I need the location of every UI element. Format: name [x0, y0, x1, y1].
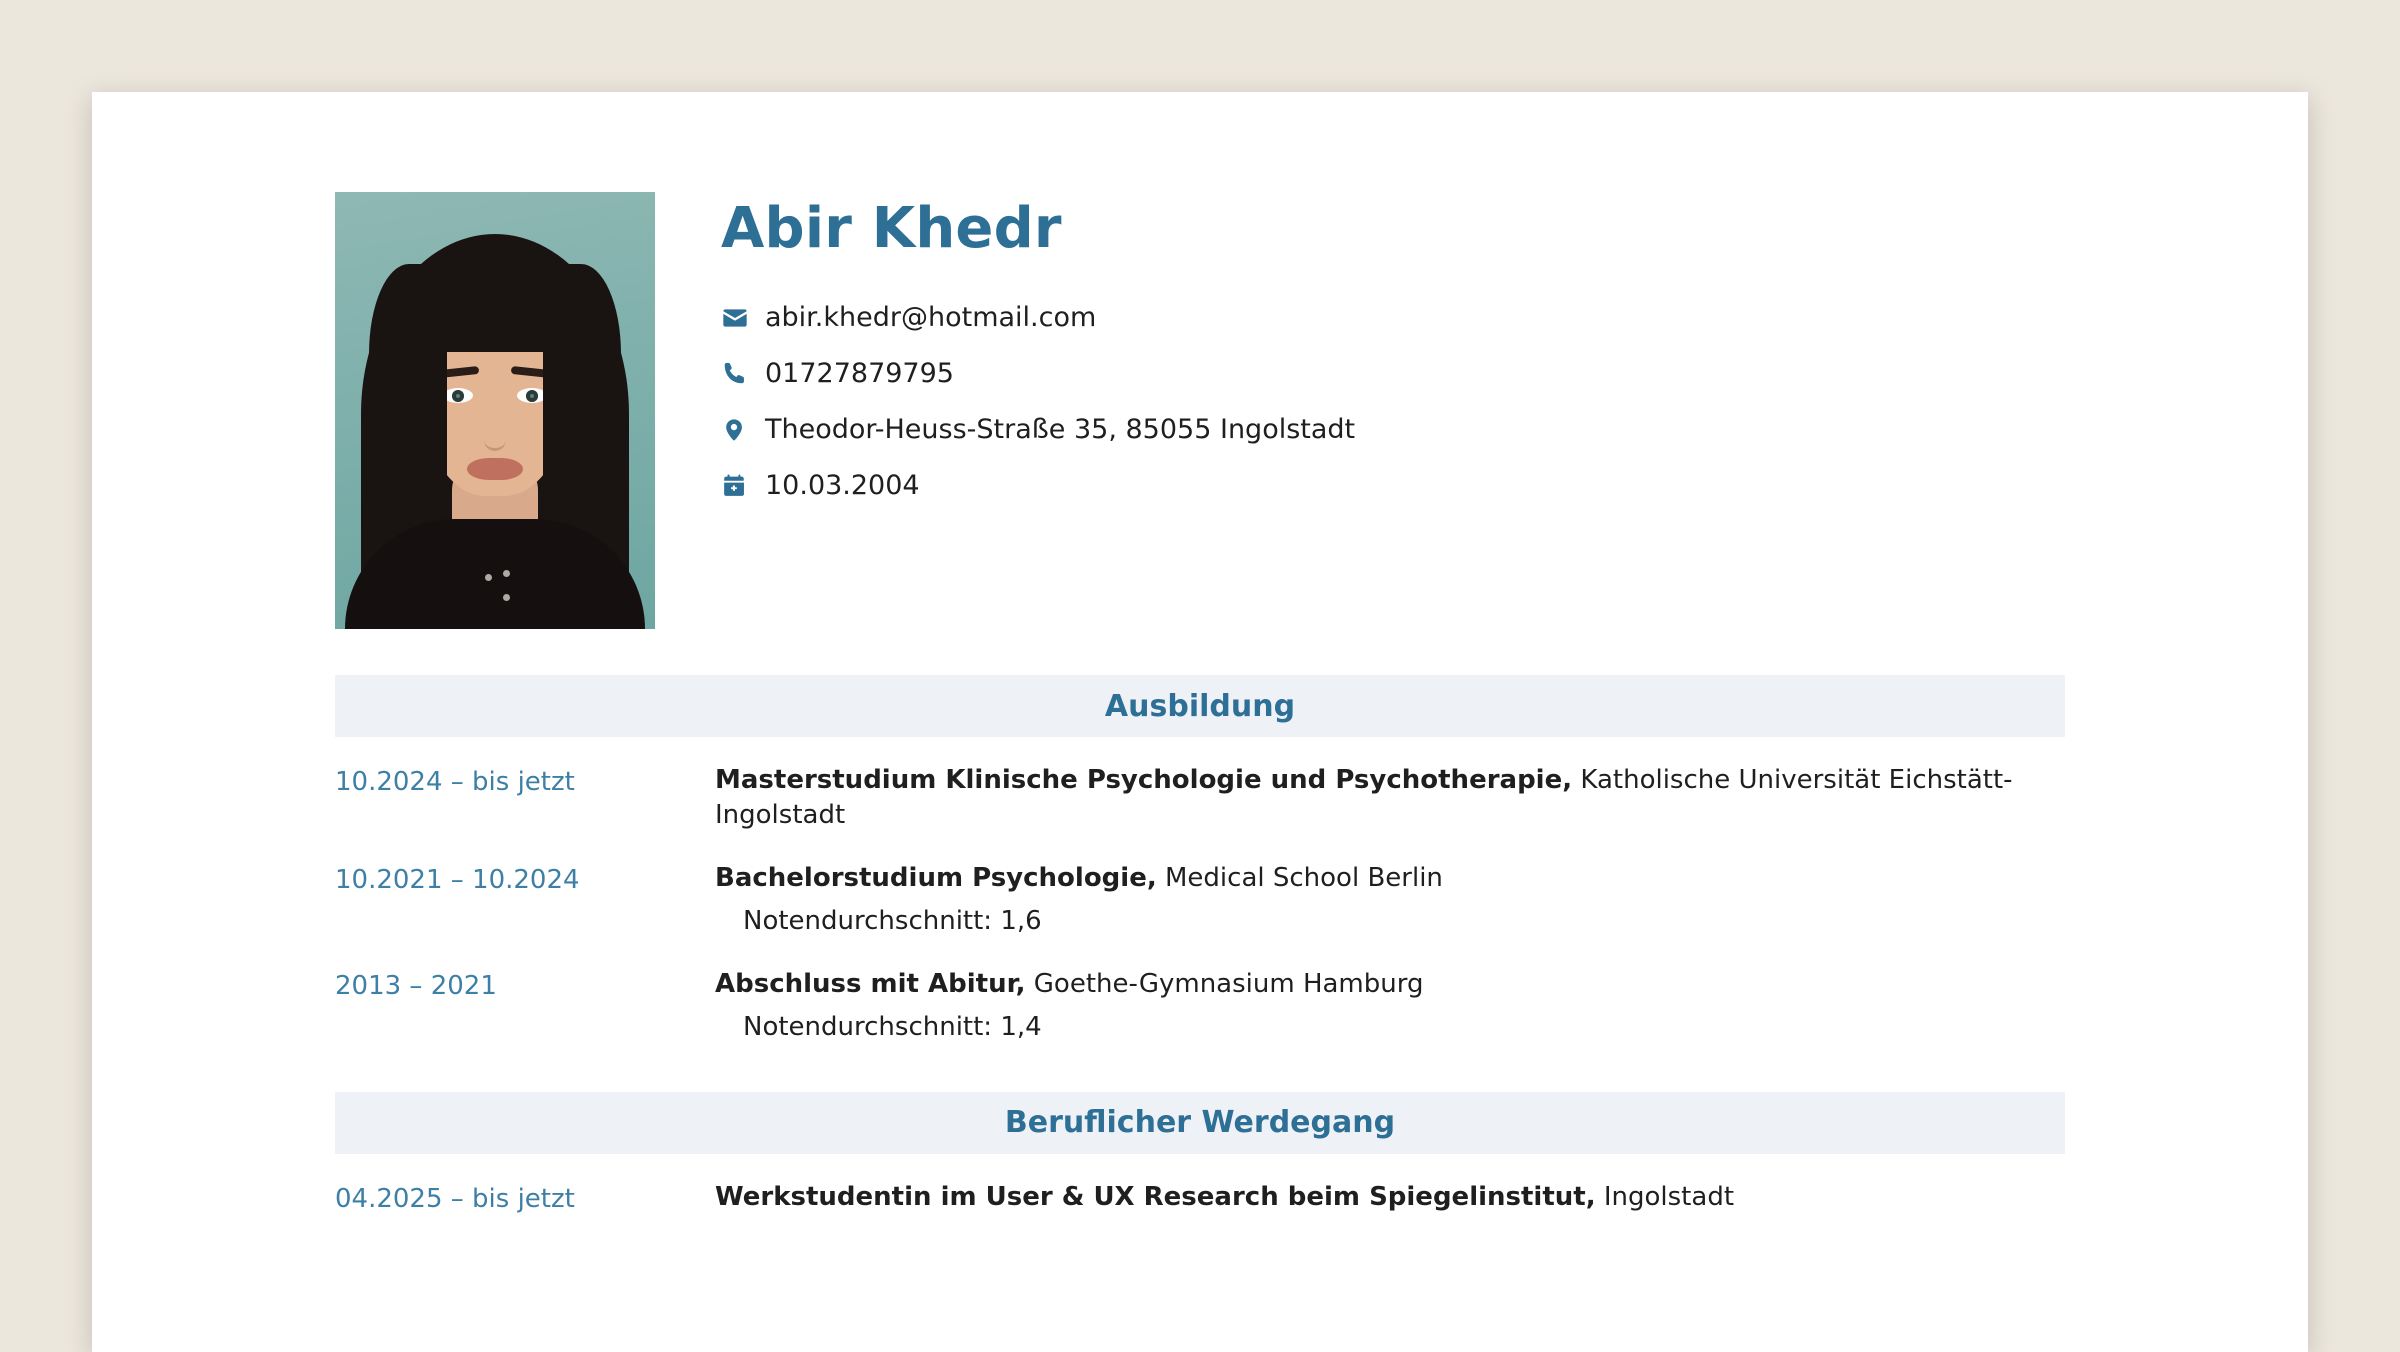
envelope-icon [721, 304, 765, 332]
entry-detail: Ingolstadt [1595, 1181, 1735, 1212]
entry-body [715, 1180, 2065, 1215]
photo-speck [503, 570, 510, 577]
portrait-nose [484, 406, 506, 451]
entry-date: 2013 – 2021 [335, 971, 497, 1002]
list-item [335, 763, 2065, 833]
list-item [335, 1180, 2065, 1217]
photo-speck [503, 594, 510, 601]
calendar-icon [721, 472, 765, 499]
identity-block [655, 192, 1355, 525]
portrait-lips [467, 458, 523, 480]
birthdate-value: 10.03.2004 [765, 469, 920, 501]
entry-title: Werkstudentin im User & UX Research beim Spiegelinstitut, [715, 1181, 1596, 1212]
entry-body [715, 763, 2065, 833]
contact-row-email [721, 301, 1355, 335]
section-title-bar [335, 675, 2065, 737]
list-item [335, 861, 2065, 939]
contact-row-birthdate [721, 469, 1355, 503]
entry-detail: Goethe-Gymnasium Hamburg [1025, 969, 1424, 1000]
phone-icon [721, 360, 765, 387]
entry-list [335, 1180, 2065, 1217]
section-heading: Ausbildung [1104, 688, 1296, 724]
photo-speck [485, 574, 492, 581]
entry-body [715, 861, 2065, 939]
entry-date: 04.2025 – bis jetzt [335, 1183, 575, 1214]
contact-list [721, 301, 1355, 503]
entry-subline: Notendurchschnitt: 1,4 [743, 1012, 1042, 1043]
avatar [335, 192, 655, 629]
entry-date: 10.2021 – 10.2024 [335, 865, 580, 896]
cv-header [92, 192, 2308, 629]
entry-title: Bachelorstudium Psychologie, [715, 863, 1157, 894]
section-ausbildung [92, 675, 2308, 1046]
section-beruflicher-werdegang [92, 1092, 2308, 1217]
phone-value: 01727879795 [765, 357, 954, 389]
cv-page [92, 92, 2308, 1352]
address-value: Theodor-Heuss-Straße 35, 85055 Ingolstadt [765, 413, 1356, 445]
section-heading: Beruflicher Werdegang [1004, 1105, 1396, 1141]
entry-detail: Katholische Universität Eichstätt-Ingolstadt [715, 765, 2013, 831]
contact-row-phone [721, 357, 1355, 391]
entry-title: Abschluss mit Abitur, [715, 969, 1026, 1000]
entry-detail: Medical School Berlin [1156, 863, 1443, 894]
entry-title: Masterstudium Klinische Psychologie und Psychotherapie, [715, 765, 1573, 795]
entry-list [335, 763, 2065, 1046]
contact-row-address [721, 413, 1355, 447]
section-title-bar [335, 1092, 2065, 1154]
entry-date: 10.2024 – bis jetzt [335, 767, 575, 797]
list-item [335, 967, 2065, 1045]
location-pin-icon [721, 416, 765, 444]
entry-body [715, 967, 2065, 1045]
entry-subline: Notendurchschnitt: 1,6 [743, 906, 1042, 937]
email-value: abir.khedr@hotmail.com [765, 301, 1097, 333]
page-title: Abir Khedr [721, 196, 1062, 261]
portrait-eye-left [443, 388, 473, 403]
